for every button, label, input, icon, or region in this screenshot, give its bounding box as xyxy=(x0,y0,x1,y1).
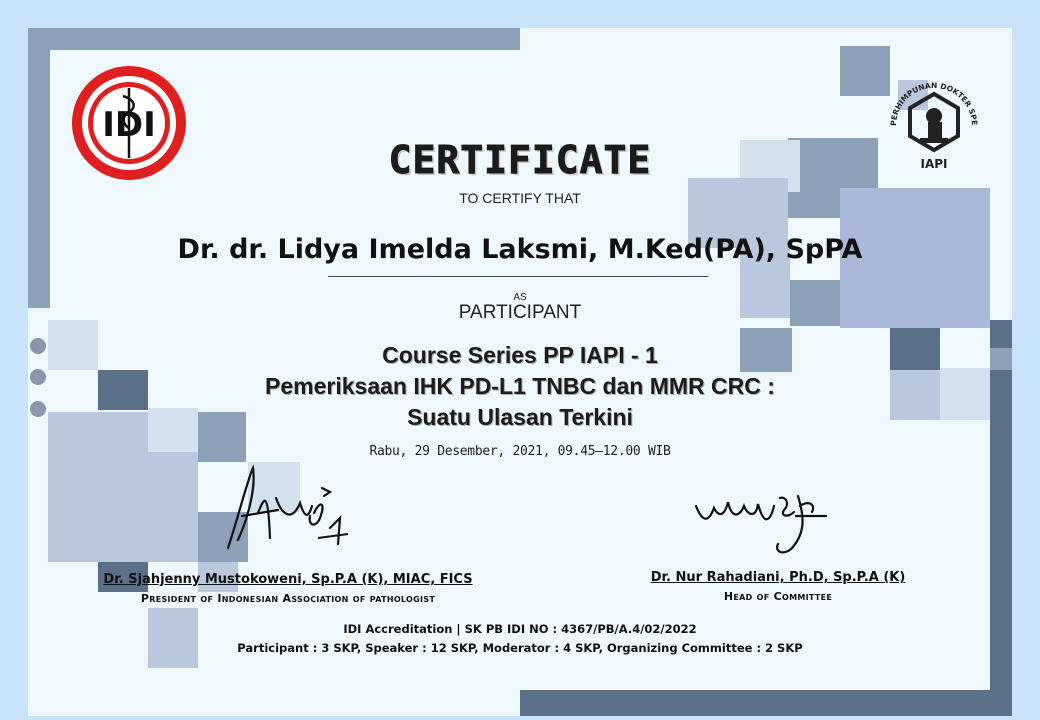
event-date: Rabu, 29 Desember, 2021, 09.45—12.00 WIB xyxy=(369,444,671,459)
signer-name-right: Dr. Nur Rahadiani, Ph.D, Sp.P.A (K) xyxy=(650,570,906,585)
frame-bottom-bar xyxy=(520,690,1012,716)
course-line: Course Series PP IAPI - 1 xyxy=(382,342,658,368)
course-line: Pemeriksaan IHK PD-L1 TNBC dan MMR CRC : xyxy=(265,373,775,399)
course-title xyxy=(28,340,1012,433)
idi-logo-text: IDI xyxy=(102,105,156,145)
iapi-logo-text: IAPI xyxy=(920,157,948,171)
as-label: AS xyxy=(513,292,527,303)
recipient-name: Dr. dr. Lidya Imelda Laksmi, M.Ked(PA), SpPA xyxy=(177,234,863,265)
recipient-role: PARTICIPANT xyxy=(458,302,582,323)
svg-text:PERHIMPUNAN DOKTER SPESIALIS P: PERHIMPUNAN DOKTER SPE xyxy=(888,80,980,127)
signer-name-left: Dr. Sjahjenny Mustokoweni, Sp.P.A (K), MIAC, FICS xyxy=(103,572,473,587)
deco-block xyxy=(148,608,198,668)
signer-position-right: Head of Committee xyxy=(723,590,833,603)
course-line: Suatu Ulasan Terkini xyxy=(407,404,633,430)
frame-top-bar xyxy=(28,28,520,50)
certificate xyxy=(28,28,1012,716)
certificate-title: CERTIFICATE xyxy=(388,138,652,182)
name-underline xyxy=(328,276,708,277)
certificate-subtitle: TO CERTIFY THAT xyxy=(459,190,581,206)
signer-position-left: President of Indonesian Association of pathologist xyxy=(140,592,436,605)
signature-right xyxy=(688,476,838,570)
accreditation-text: IDI Accreditation | SK PB IDI NO : 4367/PB/A.4/02/2022 xyxy=(343,622,697,636)
signature-left xyxy=(208,458,358,562)
skp-credits-text: Participant : 3 SKP, Speaker : 12 SKP, Moderator : 4 SKP, Organizing Committee : 2 SKP xyxy=(237,641,803,655)
